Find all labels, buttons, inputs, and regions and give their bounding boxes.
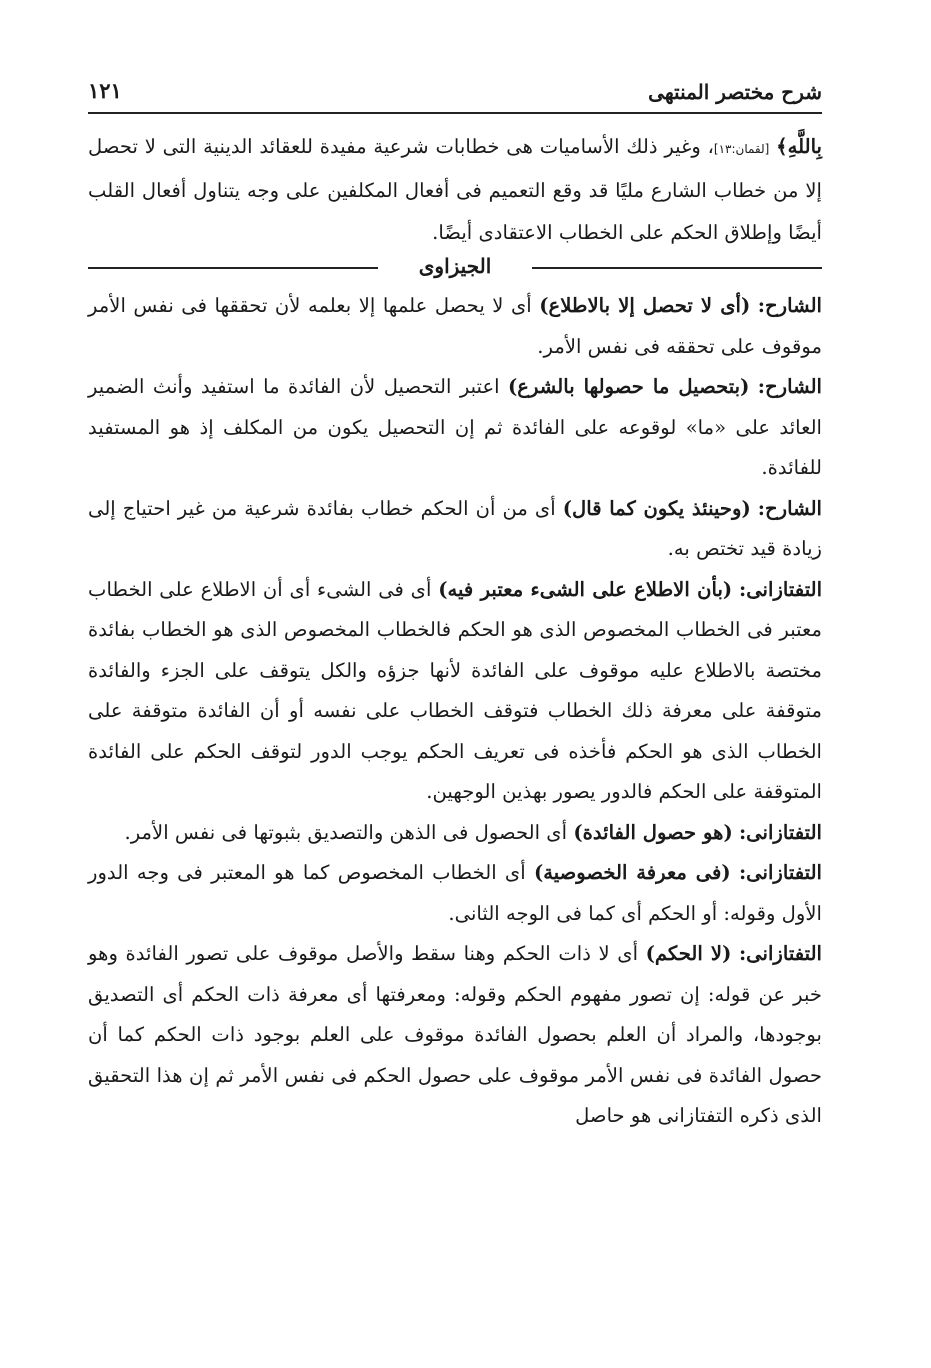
commentary-paragraph <box>88 570 822 813</box>
running-title: شرح مختصر المنتهى <box>648 80 822 104</box>
speaker-label: التفتازانى: <box>738 861 822 884</box>
page-number: ١٢١ <box>88 78 122 103</box>
quoted-phrase: (فى معرفة الخصوصية) <box>533 861 731 884</box>
commentary-section <box>88 286 822 1137</box>
intro-passage <box>88 126 822 254</box>
commentary-paragraph <box>88 286 822 367</box>
quoted-phrase: (بأن الاطلاع على الشىء معتبر فيه) <box>438 577 733 601</box>
commentary-text: أى من أن الحكم خطاب بفائدة شرعية من غير احتياج إلى زيادة قيد تختص به. <box>88 496 822 560</box>
intro-paragraph <box>88 126 822 254</box>
page-body <box>88 126 822 1137</box>
document-page <box>88 68 822 1338</box>
commentary-text: أى الحصول فى الذهن والتصديق بثبوتها فى نفس الأمر. <box>124 820 568 844</box>
speaker-label: التفتازانى: <box>738 942 822 965</box>
quoted-phrase: (لا الحكم) <box>645 942 732 965</box>
section-divider <box>88 254 822 280</box>
page-header <box>88 68 822 114</box>
commentary-text: أى فى الشىء أى أن الاطلاع على الخطاب معتبر فى الخطاب المخصوص الذى هو الحكم فالخطاب المخصوص الذى هو الخطاب بفائدة مختصة بالاطلاع عليه موقوف على الفائدة لأنها جزؤه والكل يتوقف على الجزء والفائدة متوقفة على معرفة ذلك الخطاب فتوقف الخطاب على نفسه أو أن الفائدة متوقفة على الخطاب الذى هو الحكم فأخذه فى تعريف الحكم يوجب الدور لتوقف الحكم على الفائدة المتوقفة على الحكم فالدور يصور بهذين الوجهين. <box>88 577 822 803</box>
intro-text: ، وغير ذلك الأساميات هى خطابات شرعية مفيدة للعقائد الدينية التى لا تحصل إلا من خطاب الشارع مليًا قد وقع التعميم فى أفعال المكلفين على وجه يتناول أفعال القلب أيضًا وإطلاق الحكم على الخطاب الاعتقادى أيضًا. <box>88 135 822 244</box>
quoted-phrase: (هو حصول الفائدة) <box>573 820 733 844</box>
speaker-label: التفتازانى: <box>738 820 822 844</box>
commentary-paragraph <box>88 489 822 570</box>
commentary-paragraph <box>88 853 822 934</box>
speaker-label: الشارح: <box>757 375 823 398</box>
quoted-phrase: (بتحصيل ما حصولها بالشرع) <box>508 375 750 398</box>
commentary-paragraph <box>88 934 822 1137</box>
quoted-phrase: (وحينئذ يكون كما قال) <box>562 496 751 520</box>
quran-quote-end: بِاللَّهِ﴾ <box>776 135 823 158</box>
commentary-text: أى الخطاب المخصوص كما هو المعتبر فى وجه الدور الأول وقوله: أو الحكم أى كما فى الوجه الثانى. <box>88 861 822 925</box>
commentary-paragraph <box>88 813 822 854</box>
quran-reference: [لقمان:١٣] <box>713 142 770 156</box>
quoted-phrase: (أى لا تحصل إلا بالاطلاع) <box>539 294 751 317</box>
commentary-text: اعتبر التحصيل لأن الفائدة ما استفيد وأنث الضمير العائد على «ما» لوقوعه على الفائدة ثم إن التحصيل يكون من المكلف إذ هو المستفيد للفائدة. <box>88 375 822 479</box>
commentary-text: أى لا ذات الحكم وهنا سقط والأصل موقوف على تصور الفائدة وهو خبر عن قوله: إن تصور مفهوم الحكم وقوله: ومعرفتها أى معرفة ذات الحكم أى التصديق بوجودها، والمراد أن العلم بحصول الفائدة موقوف على العلم بوجود ذات الحكم كما أن حصول الفائدة فى نفس الأمر موقوف على حصول الحكم فى نفس الأمر ثم إن هذا التحقيق الذى ذكره التفتازانى هو حاصل <box>88 942 822 1127</box>
commentary-paragraph <box>88 367 822 489</box>
speaker-label: الشارح: <box>757 496 823 520</box>
speaker-label: الشارح: <box>757 294 822 317</box>
divider-label: الجيزاوى <box>418 254 492 278</box>
commentary-text: أى لا يحصل علمها إلا بعلمه لأن تحققها فى نفس الأمر موقوف على تحققه فى نفس الأمر. <box>88 294 822 358</box>
speaker-label: التفتازانى: <box>738 577 823 601</box>
